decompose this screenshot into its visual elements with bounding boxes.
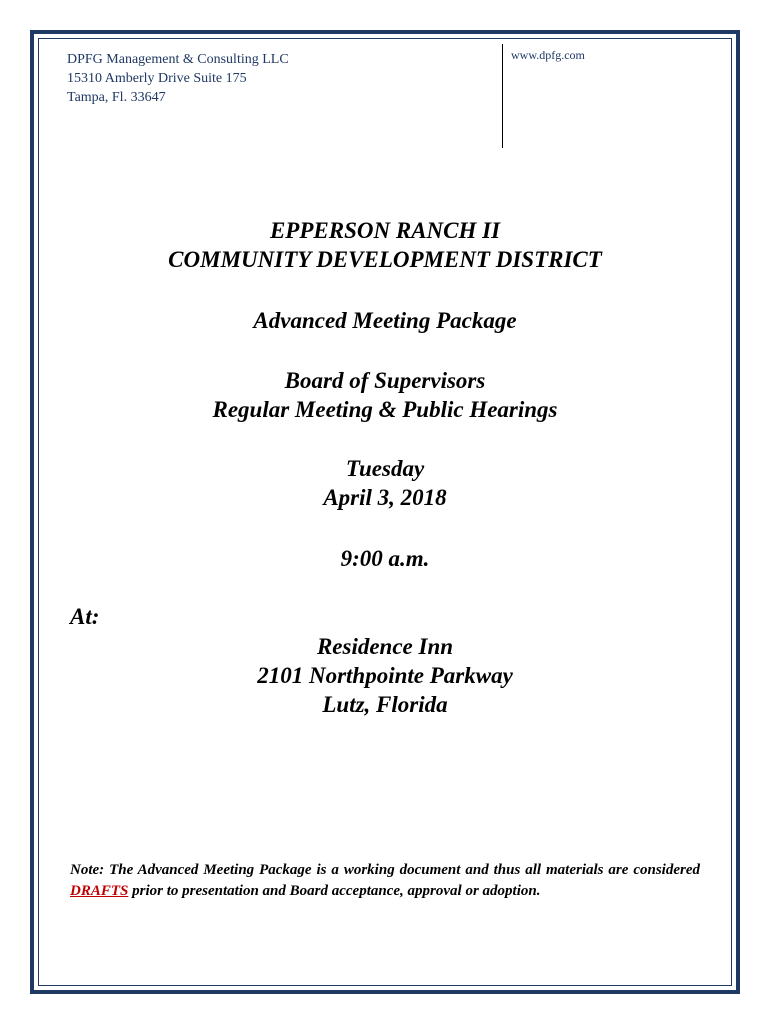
location-venue: Residence Inn	[316, 634, 454, 659]
package-title: Advanced Meeting Package	[253, 308, 517, 333]
meeting-date: April 3, 2018	[323, 485, 447, 510]
meeting-type: Regular Meeting & Public Hearings	[212, 397, 558, 422]
package-title-block	[0, 306, 770, 335]
meeting-body: Board of Supervisors	[284, 368, 486, 393]
district-title-line2: COMMUNITY DEVELOPMENT DISTRICT	[168, 247, 602, 272]
note-suffix: prior to presentation and Board acceptance, approval or adoption.	[128, 883, 541, 899]
district-title-line1: EPPERSON RANCH II	[269, 218, 501, 243]
note-prefix: Note: The Advanced Meeting Package is a working document and thus all materials are considered	[70, 862, 700, 878]
drafts-note	[70, 860, 700, 902]
company-address-line2: Tampa, Fl. 33647	[67, 90, 166, 105]
meeting-date-block	[0, 454, 770, 512]
meeting-info	[0, 366, 770, 424]
company-website[interactable]: www.dpfg.com	[511, 48, 585, 62]
company-info	[67, 50, 289, 107]
location-block	[0, 632, 770, 719]
page-border-inner	[38, 38, 732, 986]
company-address-line1: 15310 Amberly Drive Suite 175	[67, 71, 247, 86]
location-city: Lutz, Florida	[322, 692, 448, 717]
meeting-time-block	[0, 544, 770, 573]
page-border	[30, 30, 740, 994]
district-title	[0, 216, 770, 274]
drafts-word: DRAFTS	[70, 883, 129, 899]
header-divider	[502, 44, 503, 148]
location-street: 2101 Northpointe Parkway	[257, 663, 513, 688]
company-name: DPFG Management & Consulting LLC	[67, 52, 289, 67]
meeting-time: 9:00 a.m.	[340, 546, 430, 571]
location-label: At:	[70, 604, 100, 629]
meeting-day: Tuesday	[345, 456, 425, 481]
